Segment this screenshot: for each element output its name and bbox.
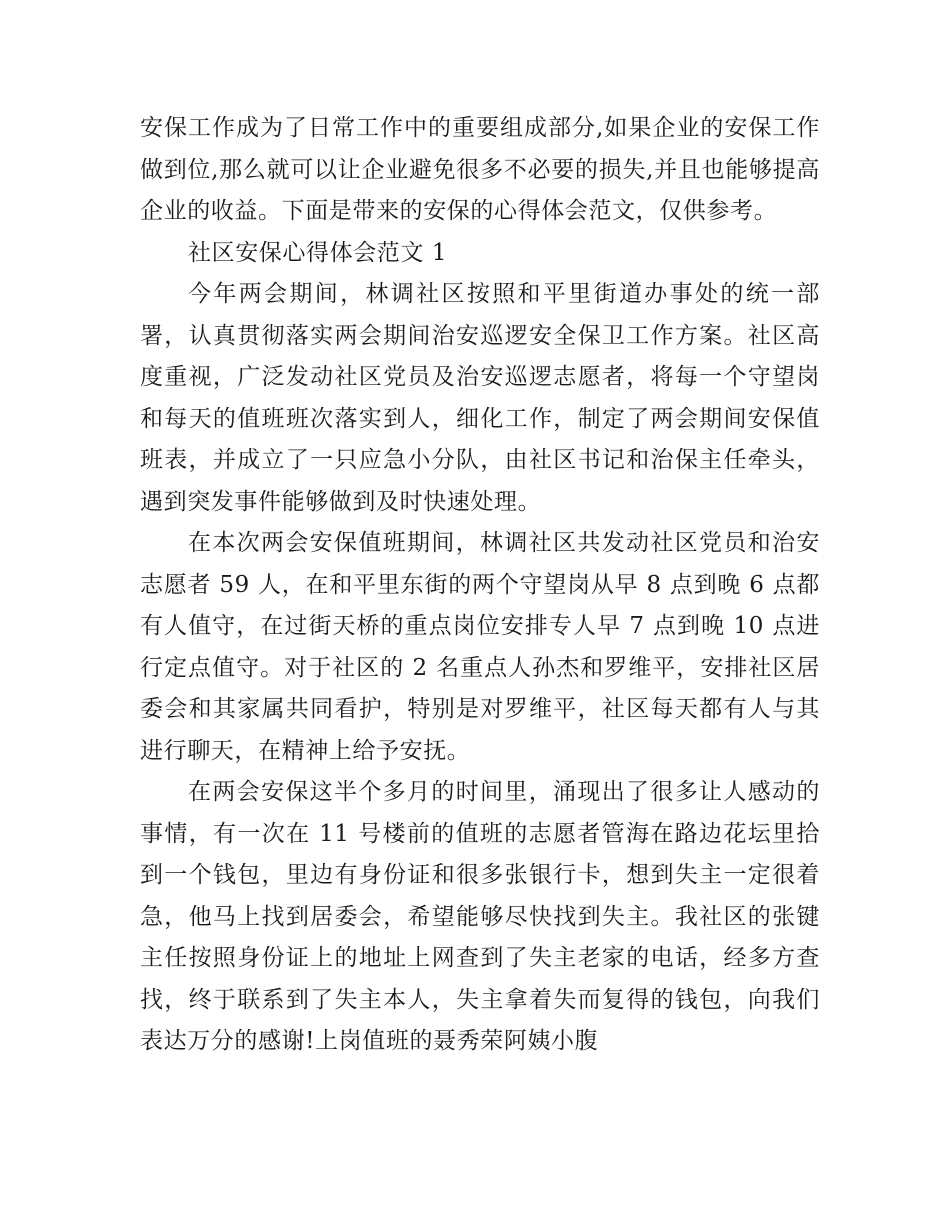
body-paragraph-3: 在两会安保这半个多月的时间里，涌现出了很多让人感动的事情，有一次在 11 号楼前的值班的志愿者管海在路边花坛里拾到一个钱包，里边有身份证和很多张银行卡，想到失主一定很着急，他马上找到居委会，希望能够尽快找到失主。我社区的张键主任按照身份证上的地址上网查到了失主老家的电话，经多方查找，终于联系到了失主本人，失主拿着失而复得的钱包，向我们表达万分的感谢!上岗值班的聂秀荣阿姨小腹 — [140, 779, 820, 1054]
document-body — [140, 108, 820, 1063]
body-paragraph-1: 今年两会期间，林调社区按照和平里街道办事处的统一部署，认真贯彻落实两会期间治安巡逻安全保卫工作方案。社区高度重视，广泛发动社区党员及治安巡逻志愿者，将每一个守望岗和每天的值班班次落实到人，细化工作，制定了两会期间安保值班表，并成立了一只应急小分队，由社区书记和治保主任牵头，遇到突发事件能够做到及时快速处理。 — [140, 281, 820, 515]
body-paragraph-2: 在本次两会安保值班期间，林调社区共发动社区党员和治安志愿者 59 人，在和平里东街的两个守望岗从早 8 点到晚 6 点都有人值守，在过街天桥的重点岗位安排专人早 7 点到晚 10 点进行定点值守。对于社区的 2 名重点人孙杰和罗维平，安排社区居委会和其家属共同看护，特别是对罗维平，社区每天都有人与其进行聊天，在精神上给予安抚。 — [140, 530, 820, 764]
section-title: 社区安保心得体会范文 1 — [188, 239, 448, 266]
intro-paragraph: 安保工作成为了日常工作中的重要组成部分,如果企业的安保工作做到位,那么就可以让企业避免很多不必要的损失,并且也能够提高企业的收益。下面是带来的安保的心得体会范文，仅供参考。 — [140, 115, 820, 224]
